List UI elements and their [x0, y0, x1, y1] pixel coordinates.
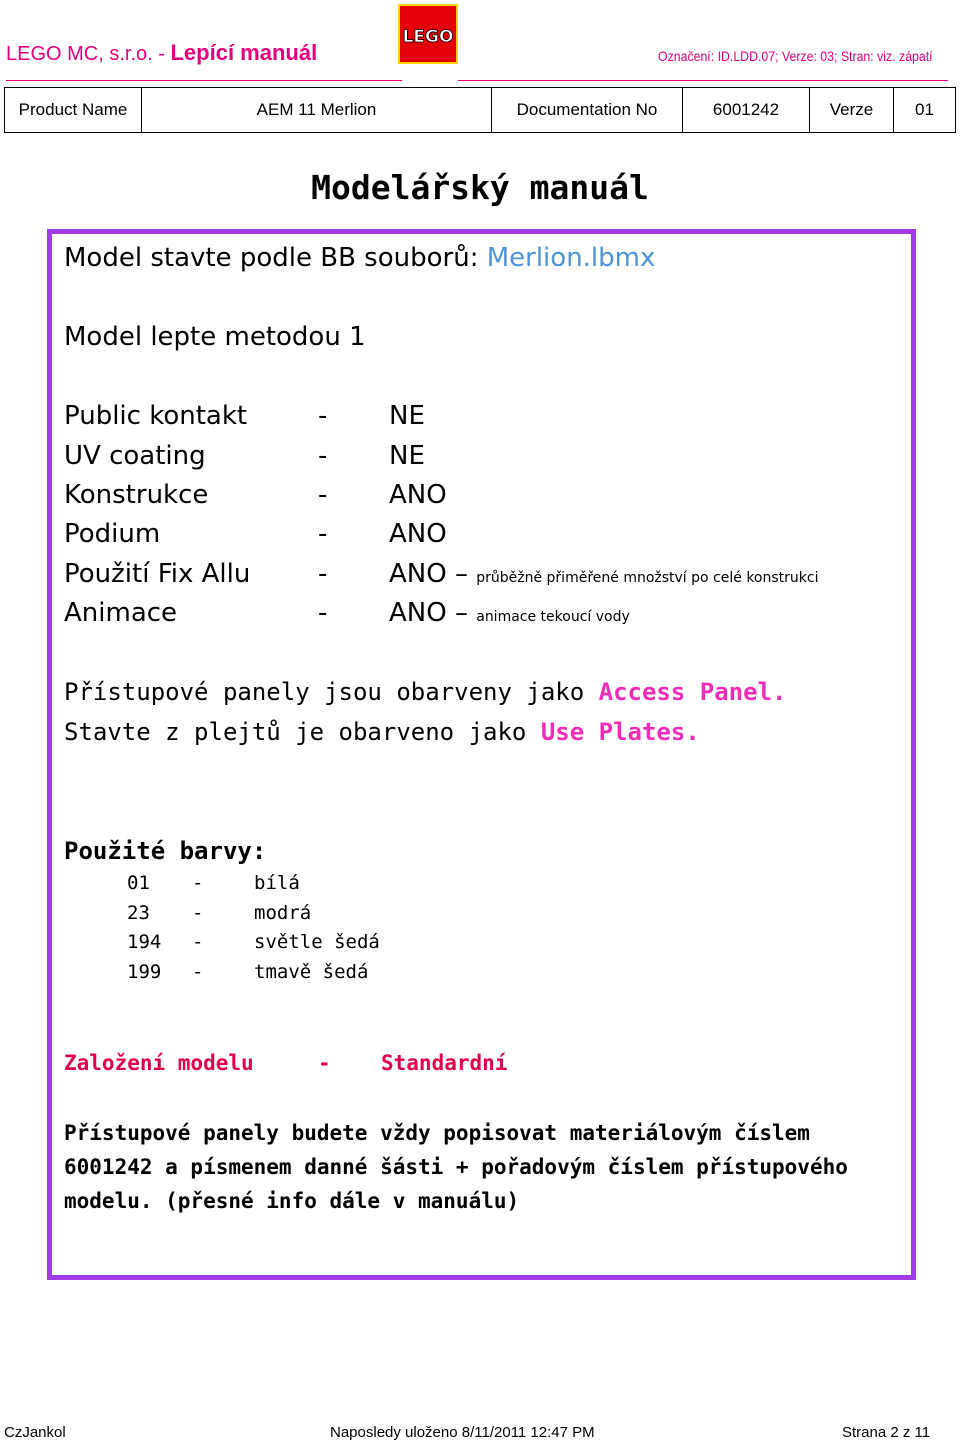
color-dash: - — [192, 961, 204, 983]
access-panel-highlight: Access Panel. — [598, 678, 787, 706]
colors-heading: Použité barvy: — [64, 837, 267, 865]
product-table — [4, 87, 956, 133]
attribute-key: Public kontakt — [64, 401, 248, 431]
color-name: bílá — [254, 872, 300, 894]
footer-author: CzJankol — [4, 1424, 66, 1441]
panels-line-1-text: Přístupové panely jsou obarveny jako — [64, 678, 599, 706]
table-cell-version-label: Verze — [810, 88, 894, 132]
table-cell-version: 01 — [915, 100, 934, 119]
bb-file-label: Model stavte podle BB souborů: — [64, 243, 487, 273]
attribute-value: ANO — [389, 480, 447, 510]
note-line-3: modelu. (přesné info dále v manuálu) — [64, 1189, 520, 1213]
attribute-key: UV coating — [64, 441, 206, 471]
color-code: 194 — [127, 931, 162, 953]
setup-dash: - — [318, 1051, 331, 1075]
table-cell-doc-no-label: Documentation No — [492, 88, 683, 132]
attribute-value: NE — [389, 441, 425, 471]
document-meta: Označení: ID.LDD.07; Verze: 03; Stran: viz. zápatí — [658, 48, 933, 64]
footer-page: Strana 2 z 11 — [842, 1424, 931, 1441]
panels-line-2-text: Stavte z plejtů je obarveno jako — [64, 718, 541, 746]
method-line: Model lepte metodou 1 — [64, 322, 366, 352]
color-dash: - — [192, 902, 204, 924]
attribute-key: Konstrukce — [64, 480, 209, 510]
table-cell-doc-no: 6001242 — [683, 88, 810, 132]
page-title: Modelářský manuál — [311, 168, 649, 207]
attribute-value: NE — [389, 401, 425, 431]
panels-line-2 — [64, 718, 700, 746]
header-company — [6, 40, 317, 66]
attribute-dash: - — [318, 401, 328, 431]
bb-file-name: Merlion.lbmx — [486, 243, 656, 273]
color-code: 199 — [127, 961, 162, 983]
attribute-dash: - — [318, 519, 328, 549]
attribute-value: ANO — [389, 519, 447, 549]
use-plates-highlight: Use Plates. — [540, 718, 700, 746]
attribute-dash: - — [318, 441, 328, 471]
panels-line-1 — [64, 678, 786, 706]
color-code: 01 — [127, 872, 150, 894]
table-cell-product-name: AEM 11 Merlion — [142, 88, 492, 132]
setup-value: Standardní — [381, 1051, 508, 1075]
note-line-2: 6001242 a písmenem danné šásti + pořadovým číslem přístupového — [64, 1155, 848, 1179]
svg-text:LEGO: LEGO — [402, 27, 454, 47]
document-title: Lepící manuál — [170, 40, 318, 65]
attribute-key: Podium — [64, 519, 161, 549]
attribute-dash: - — [318, 598, 328, 628]
attribute-note: průběžně přiměřené množství po celé konstrukci — [476, 570, 819, 586]
setup-label: Založení modelu — [64, 1051, 254, 1075]
table-cell-product-name-label: Product Name — [5, 88, 142, 132]
attribute-key: Animace — [64, 598, 178, 628]
color-name: modrá — [254, 902, 312, 924]
color-dash: - — [192, 872, 204, 894]
footer-saved: Naposledy uloženo 8/11/2011 12:47 PM — [330, 1424, 595, 1441]
header-rule-left — [6, 80, 402, 81]
color-code: 23 — [127, 902, 150, 924]
note-line-1: Přístupové panely budete vždy popisovat materiálovým číslem — [64, 1121, 810, 1145]
header-rule-right — [458, 80, 948, 81]
lego-logo — [398, 4, 458, 64]
attribute-dash: - — [318, 480, 328, 510]
color-name: tmavě šedá — [254, 961, 369, 983]
attribute-dash: - — [318, 559, 328, 589]
color-dash: - — [192, 931, 204, 953]
attribute-note: animace tekoucí vody — [476, 609, 630, 625]
bb-file-line — [64, 243, 655, 273]
attribute-key: Použití Fix Allu — [64, 559, 251, 589]
attribute-value: ANO – animace tekoucí vody — [389, 598, 630, 628]
attribute-value: ANO – průběžně přiměřené množství po celé konstrukci — [389, 559, 819, 589]
color-name: světle šedá — [254, 931, 380, 953]
company-name: LEGO MC, s.r.o. - — [6, 43, 171, 65]
